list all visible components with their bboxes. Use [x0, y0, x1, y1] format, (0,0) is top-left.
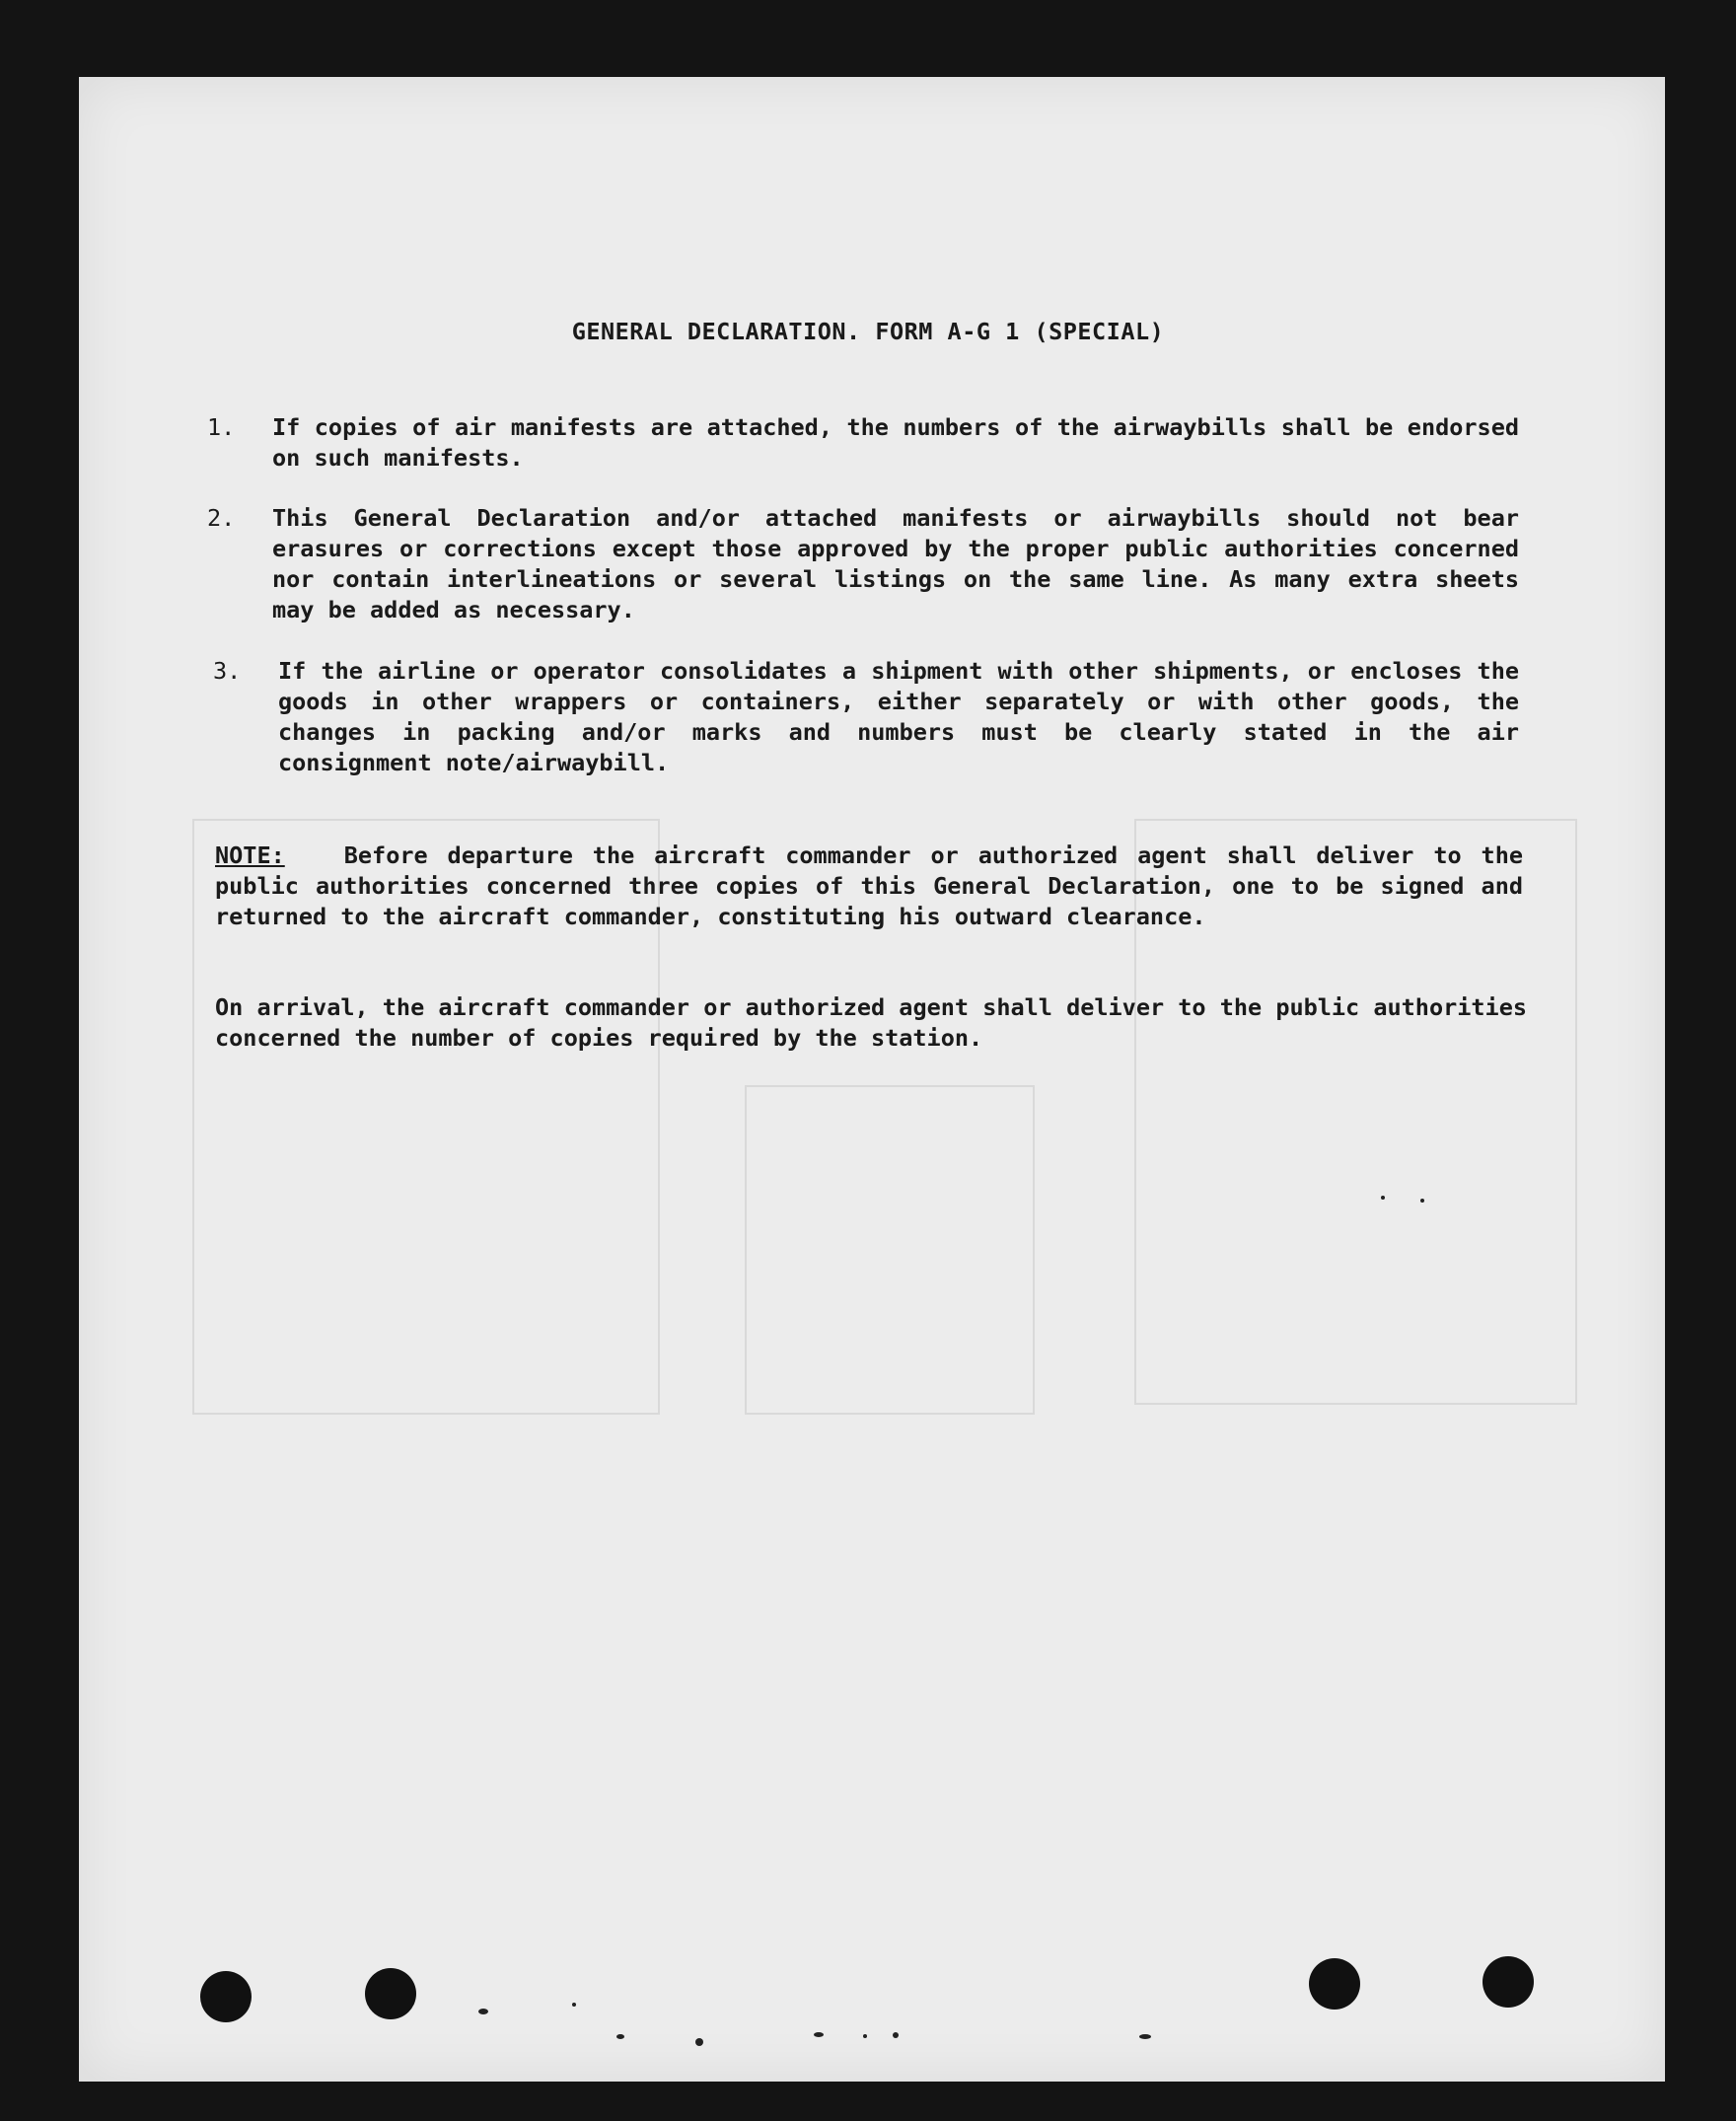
speck — [893, 2032, 899, 2038]
punch-hole — [1483, 1956, 1534, 2008]
instruction-item — [207, 503, 1519, 625]
speck — [572, 2003, 576, 2007]
item-text: If the airline or operator consolidates a shipment with other shipments, or encloses the goods in other wrappers or containers, either separately or with other goods, the changes in packing and/or marks and numbers must be clearly stated in the air consignment note/airwaybill. — [278, 657, 1519, 776]
note-paragraph — [215, 841, 1523, 932]
item-text: This General Declaration and/or attached manifests or airwaybills should not bear erasures or corrections except those approved by the proper public authorities concerned nor contain interlineations or several listings on the same line. As many extra sheets may be added as necessary. — [272, 504, 1519, 623]
speck — [478, 2009, 488, 2014]
note-label: NOTE: — [215, 841, 285, 869]
speck — [616, 2034, 624, 2039]
bleed-through-box — [745, 1085, 1035, 1415]
item-number: 3. — [213, 657, 242, 685]
speck — [1381, 1196, 1385, 1200]
punch-hole — [1309, 1958, 1360, 2010]
note-text: Before departure the aircraft commander or authorized agent shall deliver to the public authorities concerned three copies of this General Declaration, one to be signed and returned to the aircraft commander, constituting his outward clearance. — [215, 841, 1523, 930]
instruction-item — [207, 412, 1519, 474]
punch-hole — [200, 1971, 252, 2022]
item-number: 2. — [207, 504, 236, 532]
item-number: 1. — [207, 413, 236, 441]
speck — [1139, 2034, 1151, 2039]
speck — [863, 2034, 867, 2038]
item-text: If copies of air manifests are attached, the numbers of the airwaybills shall be endorsed on such manifests. — [272, 413, 1519, 472]
arrival-paragraph: On arrival, the aircraft commander or authorized agent shall deliver to the public authorities concerned the number of copies required by the station. — [215, 993, 1527, 1052]
speck — [1420, 1199, 1424, 1203]
instruction-item — [207, 656, 1519, 778]
speck — [695, 2038, 703, 2046]
document-title: GENERAL DECLARATION. FORM A-G 1 (SPECIAL) — [571, 318, 1165, 345]
speck — [814, 2032, 824, 2037]
punch-hole — [365, 1968, 416, 2019]
